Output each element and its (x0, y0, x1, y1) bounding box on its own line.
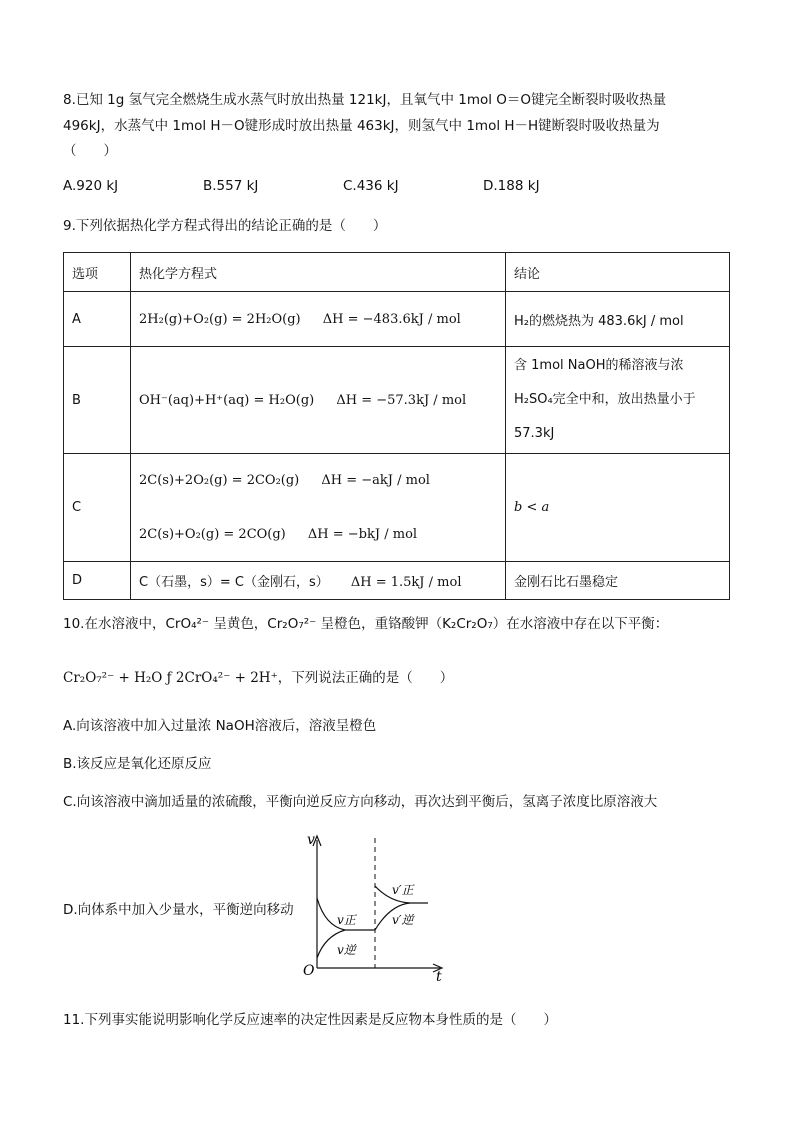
row-label: C (64, 454, 131, 562)
row-conclusion: b < a (506, 454, 730, 562)
q8-option-a: A.920 kJ (63, 178, 119, 194)
q10-tail: ，下列说法正确的是（ ） (277, 670, 454, 686)
conclusion-line: 57.3kJ (514, 426, 555, 441)
table-row (64, 454, 730, 562)
q10-option-a: A.向该溶液中加入过量浓 NaOH溶液后，溶液呈橙色 (63, 718, 377, 734)
q9-stem: 9.下列依据热化学方程式得出的结论正确的是（ ） (63, 218, 387, 234)
row-equation (131, 454, 506, 562)
header-equation: 热化学方程式 (131, 253, 506, 292)
enthalpy-change: ΔH = −akJ / mol (321, 472, 430, 488)
forward-rate-label: v正 (337, 913, 356, 927)
y-axis-label: v (307, 832, 315, 848)
q10-stem: 10.在水溶液中，CrO₄²⁻ 呈黄色，Cr₂O₇²⁻ 呈橙色，重铬酸钾（K₂Cr₂O₇）在水溶液中存在以下平衡： (63, 616, 669, 632)
row-conclusion: 金刚石比石墨稳定 (506, 562, 730, 600)
row-label: A (64, 292, 131, 347)
enthalpy-change: ΔH = 1.5kJ / mol (350, 575, 462, 590)
table-row (64, 562, 730, 600)
q10-equation-line (63, 668, 453, 688)
q8-line-2: 496kJ，水蒸气中 1mol H－O键形成时放出热量 463kJ，则氢气中 1mol H－H键断裂时吸收热量为 (63, 118, 660, 134)
row-equation (131, 562, 506, 600)
origin-label: O (303, 963, 315, 979)
conclusion-line: 含 1mol NaOH的稀溶液与浓 (514, 358, 684, 373)
reverse-rate-label: v逆 (337, 943, 356, 957)
q8-line-1: 8.已知 1g 氢气完全燃烧生成水蒸气时放出热量 121kJ，且氧气中 1mol O＝O键完全断裂时吸收热量 (63, 92, 667, 108)
equation: 2C(s)+O₂(g) = 2CO(g) (139, 526, 286, 542)
q10-option-d: D.向体系中加入少量水，平衡逆向移动 (63, 902, 294, 918)
equation: C（石墨，s）= C（金刚石，s） (139, 575, 329, 590)
table-header-row (64, 253, 730, 292)
q8-option-d: D.188 kJ (483, 178, 540, 194)
equation: 2H₂(g)+O₂(g) = 2H₂O(g) (139, 311, 301, 327)
q9-table (63, 252, 730, 600)
equation: 2C(s)+2O₂(g) = 2CO₂(g) (139, 472, 300, 488)
row-conclusion: H₂的燃烧热为 483.6kJ / mol (506, 292, 730, 347)
q8-blank: （ ） (63, 143, 117, 159)
q8-option-c: C.436 kJ (343, 178, 399, 194)
enthalpy-change: ΔH = −bkJ / mol (307, 526, 418, 542)
enthalpy-change: ΔH = −57.3kJ / mol (336, 392, 467, 408)
row-conclusion (506, 347, 730, 454)
row-label: D (64, 562, 131, 600)
header-option: 选项 (64, 253, 131, 292)
enthalpy-change: ΔH = −483.6kJ / mol (322, 311, 461, 327)
q10-option-c: C.向该溶液中滴加适量的浓硫酸，平衡向逆反应方向移动，再次达到平衡后，氢离子浓度比原溶液大 (63, 794, 658, 810)
rate-time-graph (295, 828, 450, 983)
header-conclusion: 结论 (506, 253, 730, 292)
row-equation (131, 292, 506, 347)
q8-option-b: B.557 kJ (203, 178, 259, 194)
q10-option-b: B.该反应是氧化还原反应 (63, 756, 212, 772)
table-row (64, 347, 730, 454)
x-axis-label: t (436, 969, 442, 983)
new-forward-rate-label: v′正 (392, 883, 414, 897)
row-label: B (64, 347, 131, 454)
q11-stem: 11.下列事实能说明影响化学反应速率的决定性因素是反应物本身性质的是（ ） (63, 1012, 557, 1028)
conclusion-line: H₂SO₄完全中和，放出热量小于 (514, 392, 696, 407)
row-equation (131, 347, 506, 454)
equation: OH⁻(aq)+H⁺(aq) = H₂O(g) (139, 392, 315, 408)
table-row (64, 292, 730, 347)
equilibrium-equation: Cr₂O₇²⁻ + H₂O ƒ 2CrO₄²⁻ + 2H⁺ (63, 670, 278, 686)
new-reverse-rate-label: v′逆 (392, 913, 414, 927)
